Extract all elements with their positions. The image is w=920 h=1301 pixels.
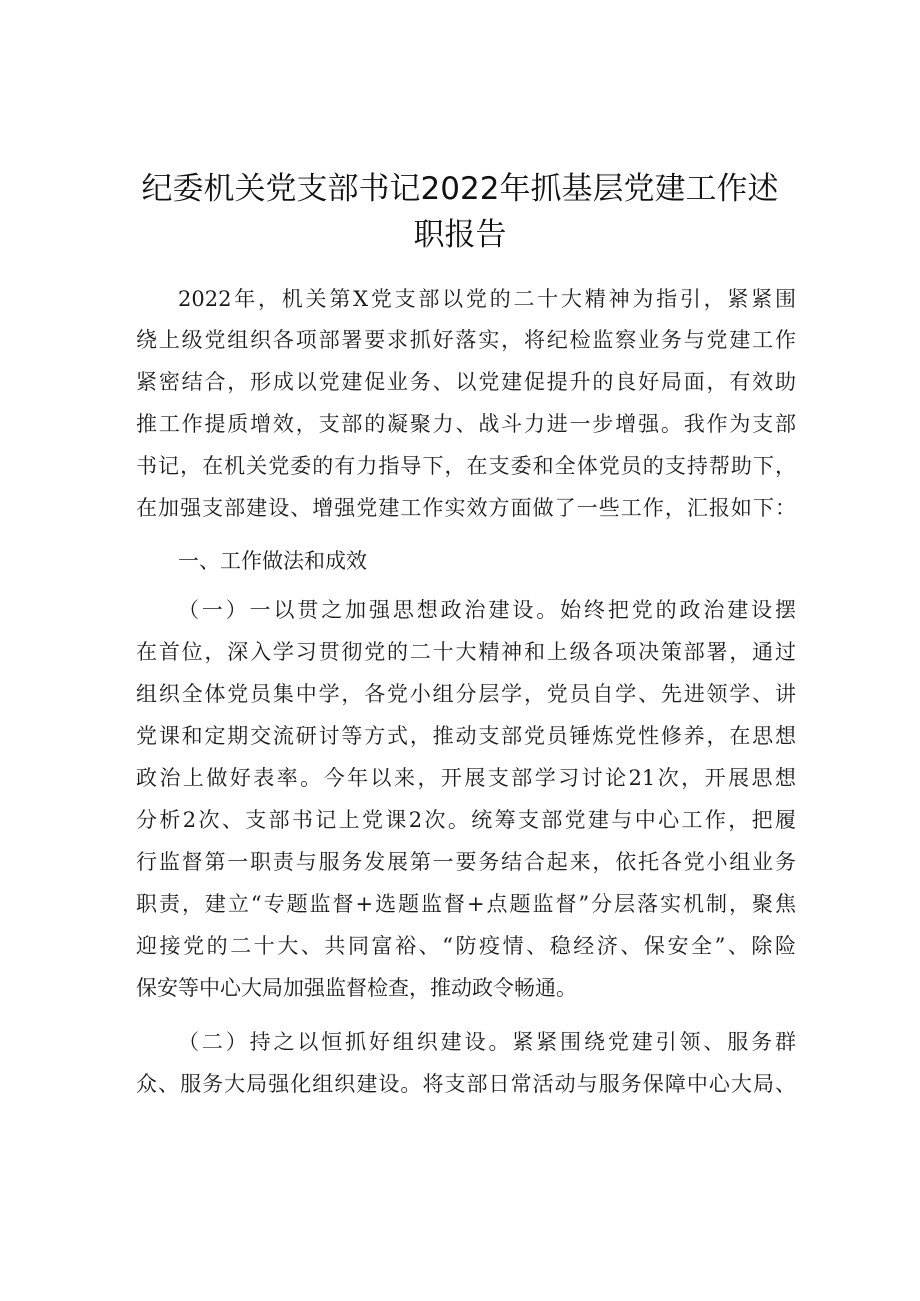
sub1-line: 组织全体党员集中学，各党小组分层学，党员自学、先进领学、讲 [136,682,796,706]
intro-line: 2022年，机关第X党支部以党的二十大精神为指引，紧紧围 [178,287,796,311]
sub1-line: 行监督第一职责与服务发展第一要务结合起来，依托各党小组业务 [136,850,796,874]
intro-line: 绕上级党组织各项部署要求抓好落实，将纪检监察业务与党建工作 [136,328,796,352]
sub1-line: 党课和定期交流研讨等方式，推动支部党员锤炼党性修养，在思想 [136,724,796,748]
intro-line: 在加强支部建设、增强党建工作实效方面做了一些工作，汇报如下： [136,496,796,520]
sub1-line: （一）一以贯之加强思想政治建设。始终把党的政治建设摆 [178,598,796,622]
sub1-line: 在首位，深入学习贯彻党的二十大精神和上级各项决策部署，通过 [136,640,796,664]
sub1-line: 保安等中心大局加强监督检查，推动政令畅通。 [136,976,577,1000]
intro-line: 书记，在机关党委的有力指导下，在支委和全体党员的支持帮助下， [136,454,796,478]
document-title-line-2: 职报告 [413,217,507,253]
sub1-line: 分析2次、支部书记上党课2次。统筹支部党建与中心工作，把履 [136,808,796,832]
document-title-line-1: 纪委机关党支部书记2022年抓基层党建工作述 [141,171,779,207]
sub1-line: 政治上做好表率。今年以来，开展支部学习讨论21次，开展思想 [136,766,796,790]
sub2-line: 众、服务大局强化组织建设。将支部日常活动与服务保障中心大局、 [136,1072,796,1096]
intro-line: 推工作提质增效，支部的凝聚力、战斗力进一步增强。我作为支部 [136,412,796,436]
section-heading: 一、工作做法和成效 [178,549,367,573]
intro-line: 紧密结合，形成以党建促业务、以党建促提升的良好局面，有效助 [136,370,796,394]
sub1-line: 职责，建立“专题监督+选题监督+点题监督”分层落实机制，聚焦 [136,892,796,916]
sub1-line: 迎接党的二十大、共同富裕、“防疫情、稳经济、保安全”、除险 [136,934,796,958]
sub2-line: （二）持之以恒抓好组织建设。紧紧围绕党建引领、服务群 [178,1030,796,1054]
